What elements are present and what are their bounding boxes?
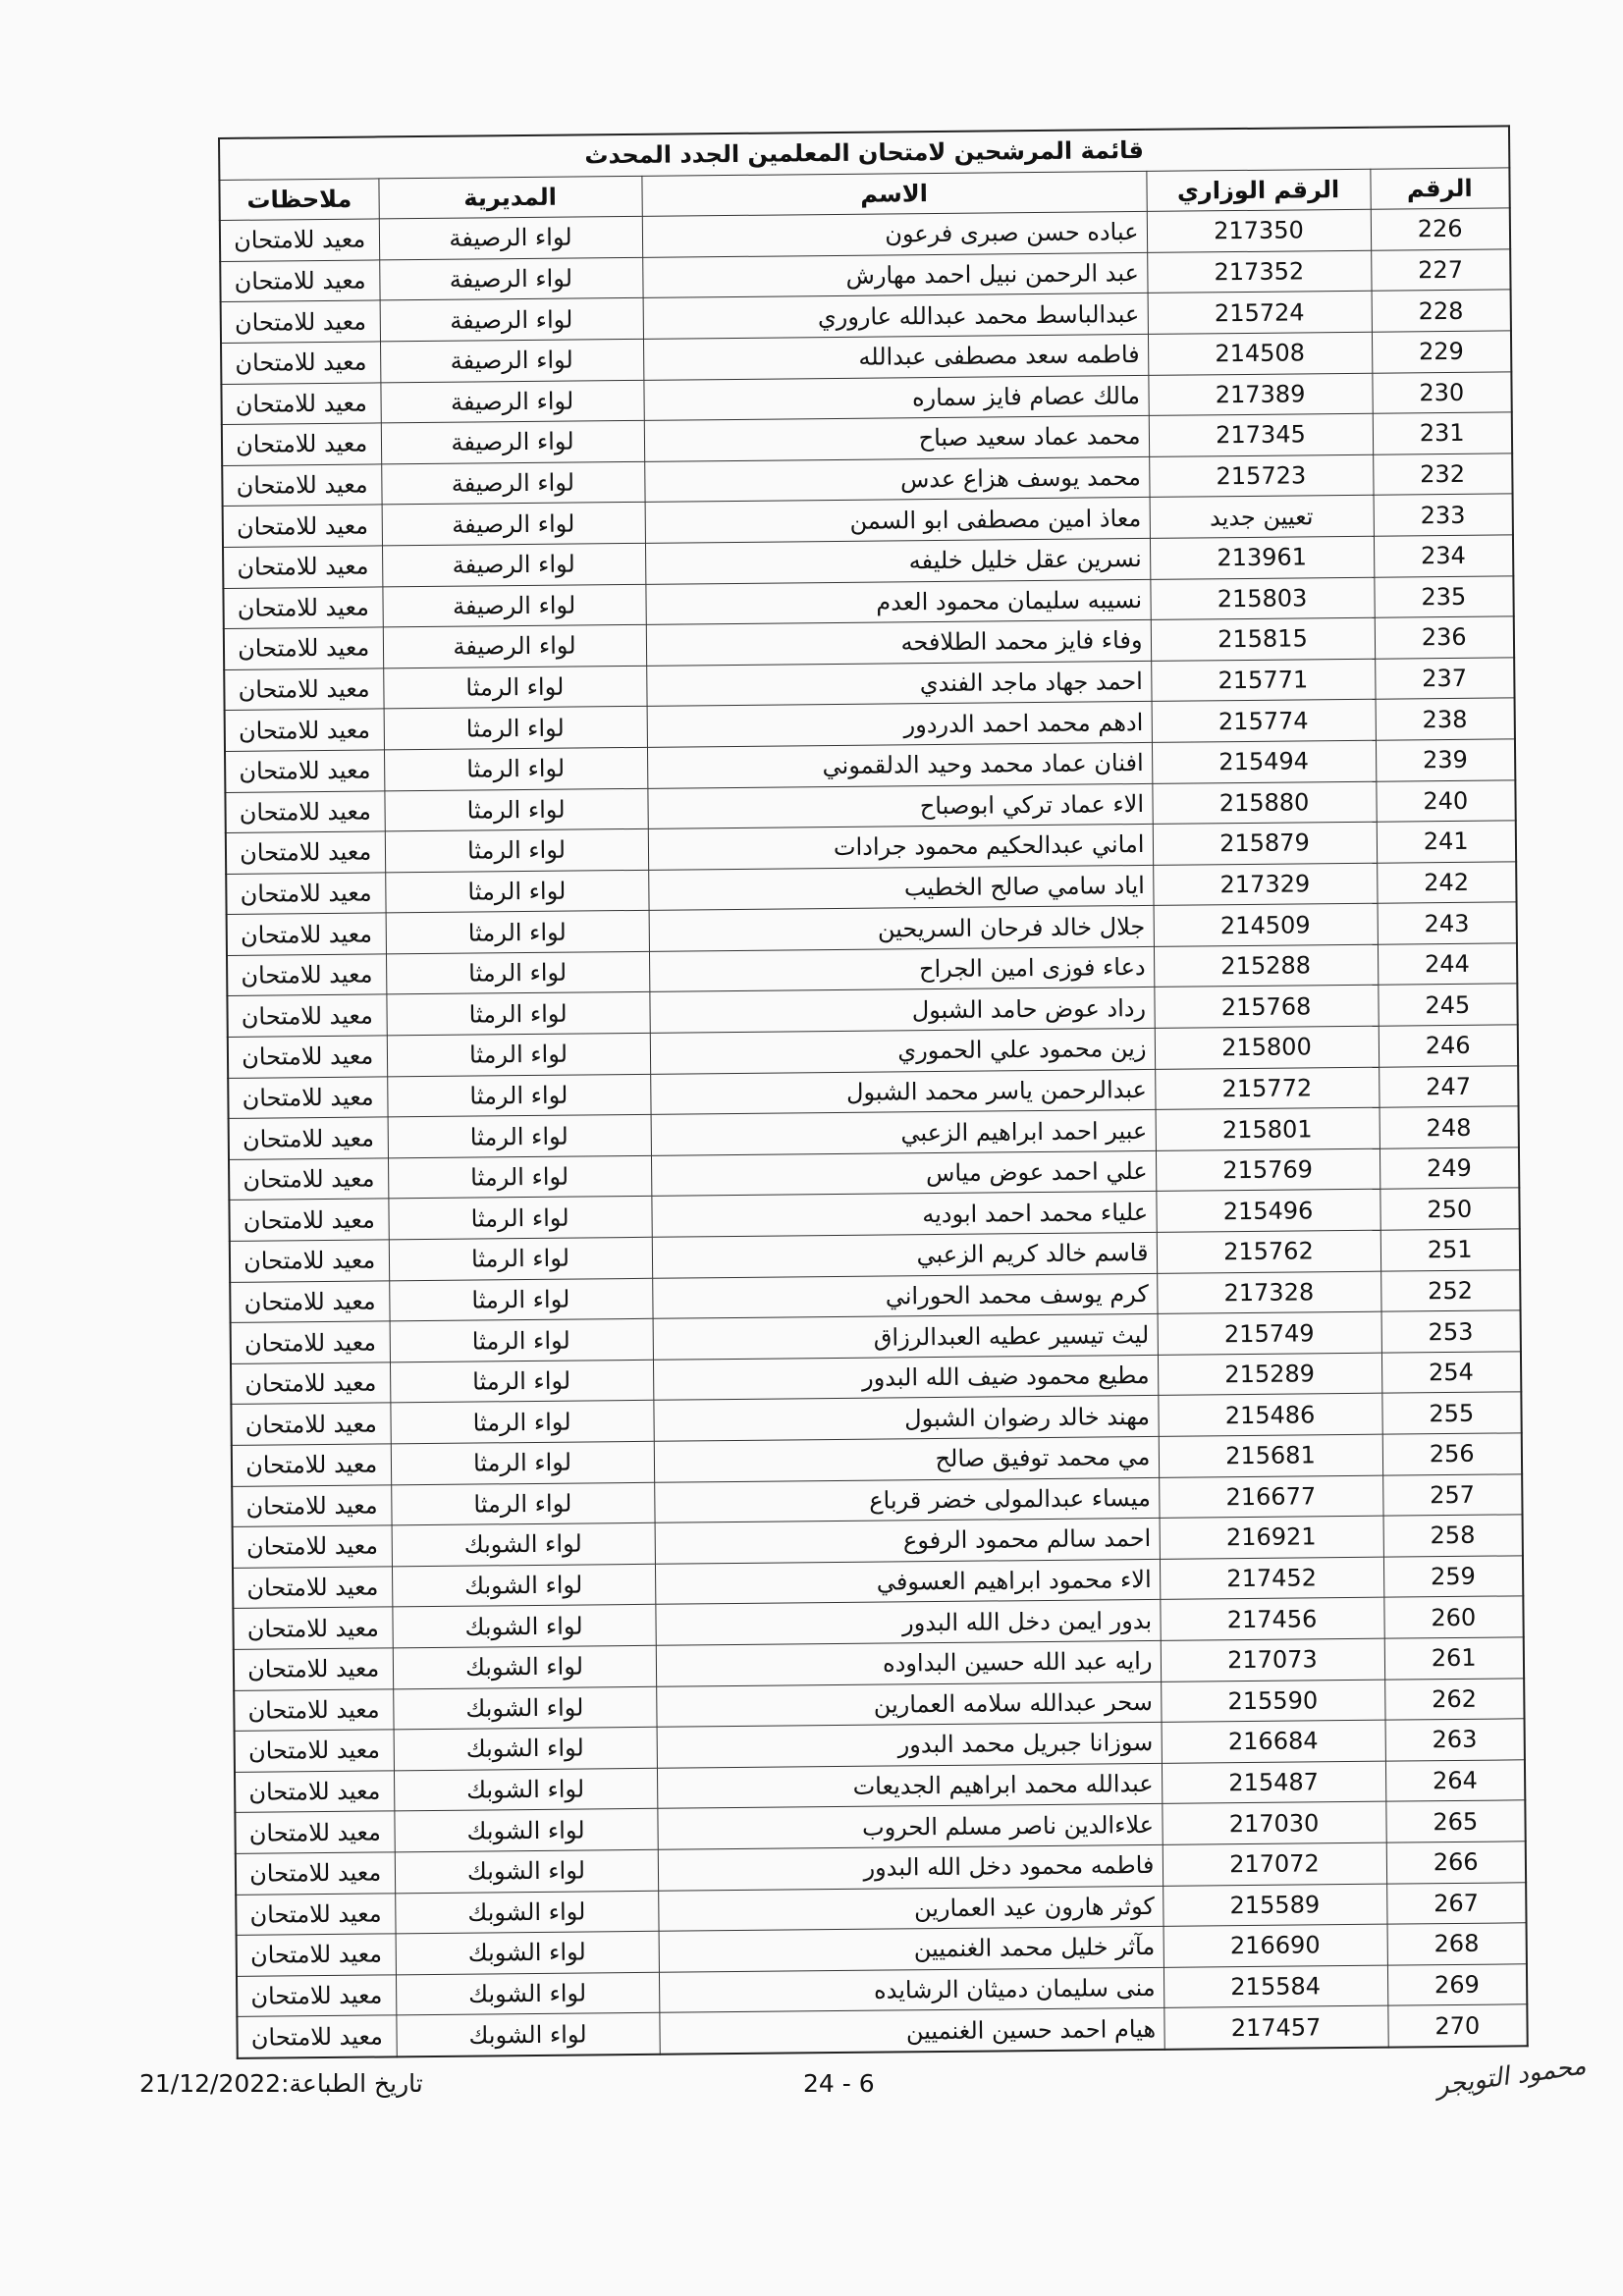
ministry-number-cell: 215724 [1148,292,1372,335]
row-number-cell: 226 [1371,208,1510,250]
notes-cell: معيد للامتحان [236,1893,395,1935]
candidate-name-cell: افنان عماد محمد وحيد الدلقموني [647,742,1152,788]
notes-cell: معيد للامتحان [223,546,382,588]
candidate-name-cell: محمد عماد سعيد صباح [644,416,1149,462]
ministry-number-cell: 215772 [1155,1067,1379,1110]
notes-cell: معيد للامتحان [237,1975,396,2017]
ministry-number-cell: تعيين جديد [1150,496,1374,539]
row-number-cell: 266 [1386,1842,1526,1884]
candidate-name-cell: بدور ايمن دخل الله البدور [655,1600,1160,1646]
directorate-cell: لواء الشوبك [395,1891,658,1934]
directorate-cell: لواء الرمثا [386,992,649,1036]
notes-cell: معيد للامتحان [225,790,384,832]
directorate-cell: لواء الرصيفة [382,503,645,546]
directorate-cell: لواء الرمثا [391,1482,654,1525]
directorate-cell: لواء الشوبك [393,1645,656,1688]
candidate-name-cell: علياء محمد احمد ابوديه [651,1192,1156,1238]
ministry-number-cell: 215769 [1156,1148,1380,1192]
notes-cell: معيد للامتحان [229,1117,388,1159]
directorate-cell: لواء الرمثا [387,1074,650,1117]
header-directorate: المديرية [378,176,641,219]
candidate-name-cell: ليث تيسير عطيه العبدالرزاق [653,1314,1158,1361]
directorate-cell: لواء الرمثا [386,911,649,954]
directorate-cell: لواء الرصيفة [381,421,644,464]
ministry-number-cell: 215494 [1152,740,1376,783]
candidate-name-cell: منى سليمان دميثان الرشايده [659,1967,1163,2013]
row-number-cell: 260 [1383,1596,1523,1638]
notes-cell: معيد للامتحان [237,2015,396,2058]
row-number-cell: 228 [1372,290,1511,332]
row-number-cell: 255 [1381,1392,1521,1434]
notes-cell: معيد للامتحان [226,831,385,874]
notes-cell: معيد للامتحان [222,464,381,507]
page-footer [0,2051,1623,2118]
ministry-number-cell: 215487 [1162,1761,1385,1804]
candidate-name-cell: رايه عبد الله حسين البداوده [656,1640,1161,1686]
notes-cell: معيد للامتحان [237,1934,396,1976]
candidate-name-cell: عباده حسن صبرى فرعون [642,212,1147,258]
ministry-number-cell: 215723 [1149,454,1373,498]
row-number-cell: 245 [1378,984,1517,1026]
directorate-cell: لواء الشوبك [395,1849,658,1893]
directorate-cell: لواء الشوبك [392,1605,655,1648]
ministry-number-cell: 215749 [1158,1311,1381,1355]
ministry-number-cell: 215584 [1163,1965,1387,2008]
row-number-cell: 227 [1371,249,1510,292]
ministry-number-cell: 215486 [1158,1394,1381,1437]
candidate-name-cell: عبد الرحمن نبيل احمد مهارش [642,252,1147,298]
notes-cell: معيد للامتحان [230,1281,389,1323]
row-number-cell: 251 [1380,1229,1520,1271]
directorate-cell: لواء الشوبك [396,2013,659,2057]
directorate-cell: لواء الرمثا [386,951,649,994]
candidate-name-cell: اياد سامي صالح الخطيب [648,865,1153,911]
directorate-cell: لواء الشوبك [393,1686,656,1730]
header-name: الاسم [641,171,1146,217]
ministry-number-cell: 215590 [1161,1680,1384,1723]
ministry-number-cell: 215289 [1158,1353,1381,1396]
row-number-cell: 252 [1380,1269,1520,1311]
notes-cell: معيد للامتحان [235,1730,394,1772]
ministry-number-cell: 217456 [1160,1598,1383,1641]
ministry-number-cell: 217452 [1160,1557,1383,1600]
notes-cell: معيد للامتحان [221,342,380,384]
notes-cell: معيد للامتحان [229,1199,388,1241]
directorate-cell: لواء الرصيفة [381,461,644,505]
row-number-cell: 248 [1380,1106,1519,1148]
candidate-name-cell: نسيبه سليمان محمود العدم [645,579,1150,625]
notes-cell: معيد للامتحان [230,1240,389,1282]
row-number-cell: 238 [1376,698,1515,740]
candidate-name-cell: مالك عصام فايز سماره [643,375,1148,421]
row-number-cell: 254 [1381,1352,1521,1394]
notes-cell: معيد للامتحان [231,1362,390,1405]
header-notes: ملاحظات [219,179,378,221]
directorate-cell: لواء الرمثا [383,666,646,709]
candidate-name-cell: ادهم محمد احمد الدردور [647,702,1152,748]
ministry-number-cell: 217350 [1147,209,1371,252]
notes-cell: معيد للامتحان [228,1036,387,1078]
row-number-cell: 237 [1375,658,1514,700]
ministry-number-cell: 217352 [1147,250,1371,294]
directorate-cell: لواء الرمثا [391,1441,654,1484]
notes-cell: معيد للامتحان [233,1607,392,1649]
row-number-cell: 243 [1378,902,1517,944]
ministry-number-cell: 215801 [1156,1107,1380,1150]
ministry-number-cell: 215771 [1151,659,1375,702]
notes-cell: معيد للامتحان [235,1811,394,1853]
ministry-number-cell: 216677 [1159,1475,1382,1519]
directorate-cell: لواء الشوبك [396,1972,659,2015]
row-number-cell: 234 [1374,535,1513,577]
row-number-cell: 231 [1373,412,1512,454]
page-number: 24 - 6 [803,2069,875,2098]
directorate-cell: لواء الرصيفة [380,298,643,342]
directorate-cell: لواء الرمثا [390,1401,653,1444]
notes-cell: معيد للامتحان [234,1648,393,1690]
candidate-name-cell: فاطمه محمود دخل الله البدور [658,1844,1163,1891]
candidate-name-cell: احمد سالم محمود الرفوع [655,1519,1160,1565]
notes-cell: معيد للامتحان [225,750,384,792]
ministry-number-cell: 216690 [1163,1924,1387,1967]
header-num: الرقم [1370,167,1509,209]
notes-cell: معيد للامتحان [221,300,380,343]
row-number-cell: 246 [1379,1025,1518,1067]
candidate-name-cell: كرم يوسف محمد الحوراني [652,1273,1157,1319]
notes-cell: معيد للامتحان [223,586,382,628]
row-number-cell: 258 [1383,1515,1523,1557]
directorate-cell: لواء الرمثا [385,870,648,913]
ministry-number-cell: 217345 [1149,413,1373,456]
notes-cell: معيد للامتحان [231,1403,390,1445]
directorate-cell: لواء الرصيفة [379,217,642,260]
row-number-cell: 257 [1382,1473,1522,1516]
ministry-number-cell: 217329 [1153,863,1377,906]
ministry-number-cell: 217328 [1157,1271,1380,1314]
candidate-name-cell: محمد يوسف هزاع عدس [644,456,1149,503]
ministry-number-cell: 215803 [1150,577,1374,620]
directorate-cell: لواء الرمثا [390,1319,653,1362]
notes-cell: معيد للامتحان [221,382,380,424]
notes-cell: معيد للامتحان [235,1771,394,1813]
candidates-table [218,125,1529,2058]
ministry-number-cell: 216684 [1162,1720,1385,1763]
row-number-cell: 233 [1374,494,1513,536]
directorate-cell: لواء الرصيفة [380,339,643,382]
directorate-cell: لواء الشوبك [396,1931,659,1974]
candidate-name-cell: معاذ امين مصطفى ابو السمن [645,498,1150,544]
directorate-cell: لواء الرمثا [384,747,647,790]
row-number-cell: 268 [1387,1923,1527,1965]
notes-cell: معيد للامتحان [233,1567,392,1609]
ministry-number-cell: 215762 [1157,1230,1380,1273]
row-number-cell: 242 [1377,862,1516,904]
row-number-cell: 264 [1385,1760,1525,1802]
candidate-name-cell: قاسم خالد كريم الزعبي [652,1232,1157,1278]
row-number-cell: 235 [1374,575,1513,617]
candidate-name-cell: سوزانا جبريل محمد البدور [657,1723,1162,1769]
ministry-number-cell: 216921 [1160,1516,1383,1559]
directorate-cell: لواء الشوبك [394,1809,657,1852]
candidate-name-cell: احمد جهاد ماجد الفندي [646,661,1151,707]
candidate-name-cell: اماني عبدالحكيم محمود جرادات [648,824,1153,870]
row-number-cell: 241 [1377,821,1516,863]
candidate-name-cell: هيام احمد حسين الغنميين [659,2008,1163,2055]
candidate-name-cell: وفاء فايز محمد الطلافحه [646,620,1151,667]
notes-cell: معيد للامتحان [231,1321,390,1363]
notes-cell: معيد للامتحان [224,627,383,669]
candidate-name-cell: رداد عوض حامد الشبول [649,988,1154,1034]
directorate-cell: لواء الرمثا [385,828,648,872]
candidate-name-cell: دعاء فوزى امين الجراح [649,946,1154,992]
ministry-number-cell: 217073 [1161,1638,1384,1682]
row-number-cell: 230 [1372,371,1511,413]
candidate-name-cell: زين محمود علي الحموري [650,1028,1155,1074]
row-number-cell: 240 [1376,779,1515,822]
ministry-number-cell: 215681 [1159,1434,1382,1477]
directorate-cell: لواء الرمثا [388,1115,651,1158]
candidate-name-cell: جلال خالد فرحان السريحين [649,906,1154,952]
candidate-name-cell: الاء محمود ابراهيم العسوفي [655,1559,1160,1605]
row-number-cell: 229 [1372,331,1511,373]
notes-cell: معيد للامتحان [223,505,382,547]
candidate-name-cell: سحر عبدالله سلامه العمارين [656,1682,1161,1728]
directorate-cell: لواء الرمثا [390,1360,653,1403]
directorate-cell: لواء الشوبك [392,1522,655,1566]
notes-cell: معيد للامتحان [220,260,379,302]
row-number-cell: 247 [1379,1065,1518,1107]
candidate-name-cell: مطيع محمود ضيف الله البدور [653,1355,1158,1401]
ministry-number-cell: 217072 [1163,1842,1386,1886]
notes-cell: معيد للامتحان [236,1852,395,1895]
candidate-name-cell: مي محمد توفيق صالح [654,1436,1159,1482]
ministry-number-cell: 214509 [1154,903,1378,946]
ministry-number-cell: 217457 [1163,2005,1387,2049]
signature: محمود التويجر [1434,2051,1589,2102]
ministry-number-cell: 215288 [1154,944,1378,988]
notes-cell: معيد للامتحان [222,423,381,465]
directorate-cell: لواء الشوبك [394,1768,657,1811]
candidate-name-cell: مهند خالد رضوان الشبول [653,1396,1158,1442]
print-date: تاريخ الطباعة:21/12/2022 [139,2069,423,2098]
directorate-cell: لواء الرصيفة [382,584,645,627]
document-sheet [218,125,1527,2058]
notes-cell: معيد للامتحان [225,709,384,751]
row-number-cell: 262 [1384,1678,1524,1720]
ministry-number-cell: 214508 [1148,332,1372,375]
directorate-cell: لواء الرمثا [388,1155,651,1199]
directorate-cell: لواء الرصيفة [379,257,642,300]
directorate-cell: لواء الرصيفة [380,380,643,423]
notes-cell: معيد للامتحان [226,873,385,915]
row-number-cell: 267 [1386,1882,1526,1924]
candidate-name-cell: عبدالله محمد ابراهيم الجديعات [657,1763,1162,1809]
ministry-number-cell: 215589 [1163,1884,1386,1927]
ministry-number-cell: 215815 [1151,617,1375,661]
notes-cell: معيد للامتحان [227,994,386,1037]
row-number-cell: 259 [1383,1556,1523,1598]
table-body [220,208,1528,2058]
candidate-name-cell: علي احمد عوض مياس [651,1150,1156,1197]
notes-cell: معيد للامتحان [227,913,386,955]
candidate-name-cell: كوثر هارون عيد العمارين [658,1886,1163,1932]
notes-cell: معيد للامتحان [229,1158,388,1201]
candidate-name-cell: الاء عماد تركي ابوصباح [647,783,1152,829]
ministry-number-cell: 217389 [1148,373,1372,416]
ministry-number-cell: 215496 [1156,1190,1380,1233]
row-number-cell: 250 [1380,1188,1519,1230]
row-number-cell: 265 [1385,1800,1525,1842]
notes-cell: معيد للامتحان [233,1525,392,1568]
row-number-cell: 263 [1385,1719,1525,1761]
candidate-name-cell: عبير احمد ابراهيم الزعبي [651,1110,1156,1156]
row-number-cell: 249 [1380,1148,1519,1190]
ministry-number-cell: 213961 [1150,536,1374,579]
directorate-cell: لواء الرمثا [389,1237,652,1280]
row-number-cell: 232 [1373,454,1512,496]
candidate-name-cell: فاطمه سعد مصطفى عبدالله [643,334,1148,380]
header-ministry-number: الرقم الوزاري [1146,169,1370,212]
candidate-name-cell: علاءالدين ناصر مسلم الحروب [657,1804,1162,1850]
directorate-cell: لواء الرصيفة [382,543,645,586]
directorate-cell: لواء الشوبك [394,1727,657,1770]
candidate-name-cell: عبدالباسط محمد عبدالله عاروري [643,294,1148,340]
row-number-cell: 256 [1382,1433,1522,1475]
ministry-number-cell: 215879 [1153,822,1377,865]
notes-cell: معيد للامتحان [224,668,383,711]
row-number-cell: 269 [1387,1964,1527,2006]
directorate-cell: لواء الرمثا [384,707,647,750]
directorate-cell: لواء الرمثا [384,788,647,831]
directorate-cell: لواء الرمثا [388,1197,651,1240]
notes-cell: معيد للامتحان [232,1444,391,1486]
row-number-cell: 261 [1384,1637,1524,1680]
notes-cell: معيد للامتحان [232,1484,391,1526]
candidate-name-cell: ميساء عبدالمولى خضر قرباع [654,1477,1159,1523]
candidate-name-cell: عبدالرحمن ياسر محمد الشبول [650,1069,1155,1115]
row-number-cell: 239 [1376,739,1515,781]
candidate-name-cell: مآثر خليل محمد الغنميين [659,1926,1163,1972]
table-title: قائمة المرشحين لامتحان المعلمين الجدد المحدث [219,126,1509,180]
ministry-number-cell: 215768 [1154,986,1378,1029]
row-number-cell: 244 [1378,943,1517,986]
directorate-cell: لواء الشوبك [392,1564,655,1607]
notes-cell: معيد للامتحان [220,219,379,261]
notes-cell: معيد للامتحان [228,1077,387,1119]
row-number-cell: 236 [1375,616,1514,659]
candidate-name-cell: نسرين عقل خليل خليفه [645,538,1150,584]
ministry-number-cell: 217030 [1162,1802,1385,1845]
row-number-cell: 253 [1381,1310,1521,1353]
directorate-cell: لواء الرمثا [387,1033,650,1076]
directorate-cell: لواء الرمثا [389,1278,652,1321]
notes-cell: معيد للامتحان [234,1688,393,1731]
row-number-cell: 270 [1387,2004,1527,2047]
directorate-cell: لواء الرصيفة [383,624,646,667]
ministry-number-cell: 215880 [1152,781,1376,825]
ministry-number-cell: 215800 [1155,1026,1379,1069]
notes-cell: معيد للامتحان [227,954,386,996]
ministry-number-cell: 215774 [1152,700,1376,743]
